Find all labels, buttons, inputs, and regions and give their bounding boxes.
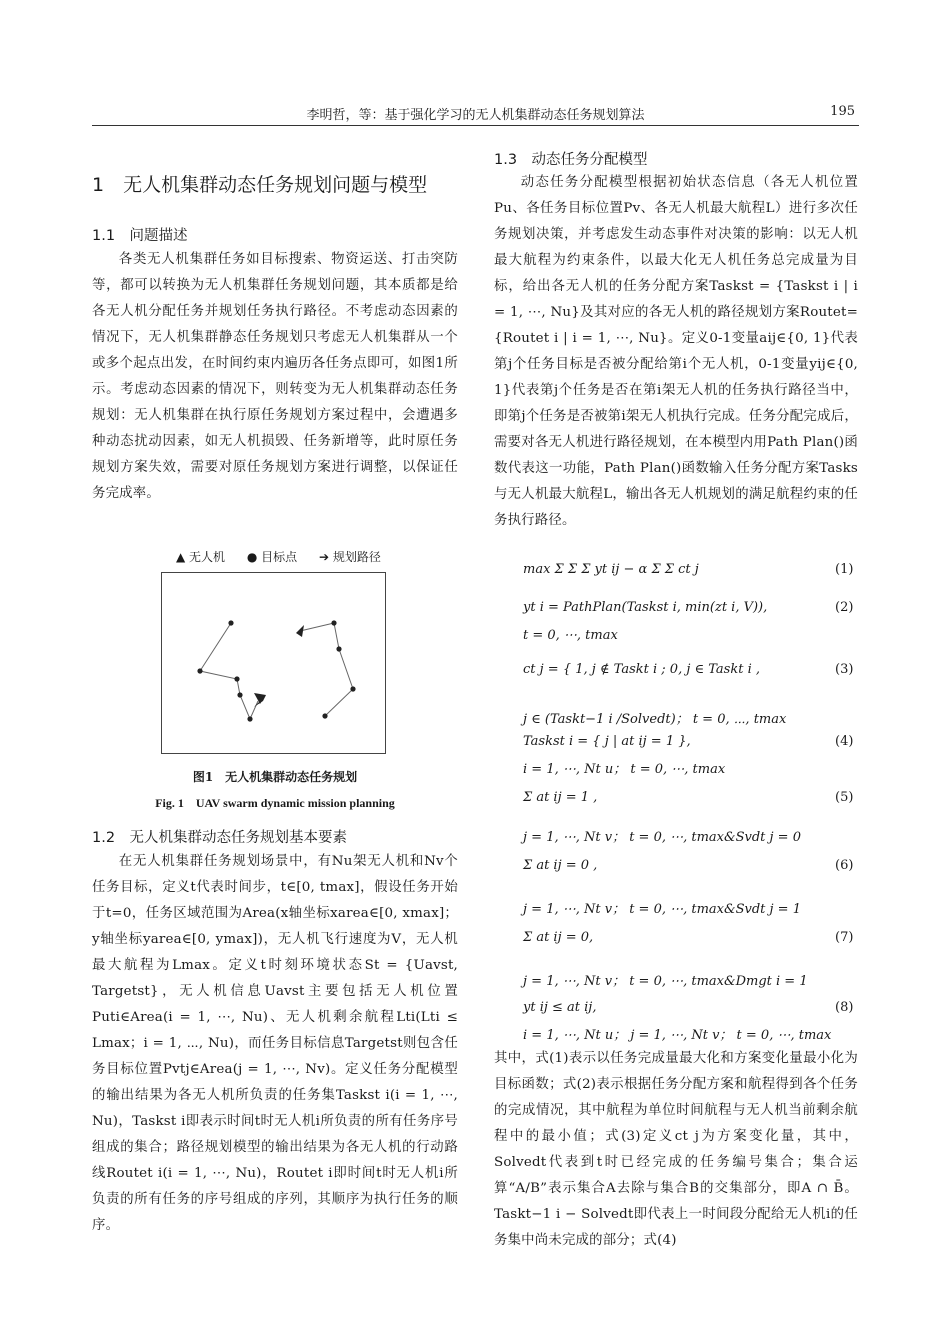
legend-uav: ▲ 无人机: [176, 550, 226, 564]
route-b: [300, 623, 353, 716]
section-1-1-body: 各类无人机集群任务如目标搜索、物资运送、打击突防等，都可以转换为无人机集群任务规划问题，其本质都是给各无人机分配任务并规划任务执行路径。不考虑动态因素的情况下，无人机集群静态任务规划只考虑无人机集群从一个或多个起点出发，在时间约束内遍历各任务点即可，如图1所示。考虑动态因素的情况下，则转变为无人机集群动态任务规划：无人机集群在执行原任务规划方案过程中，会遭遇多种动态扰动因素，如无人机损毁、任务新增等，此时原任务规划方案失效，需要对原任务规划方案进行调整，以保证任务完成率。: [92, 252, 458, 501]
equation-line: yt ij ≤ at ij,: [523, 1000, 597, 1015]
figure-caption-en: Fig. 1 UAV swarm dynamic mission planning: [155, 796, 395, 810]
target-point: [237, 692, 242, 697]
section-1-3-body: 动态任务分配模型根据初始状态信息（各无人机位置Pu、各任务目标位置Pv、各无人机最大航程L）进行多次任务规划决策，并考虑发生动态事件对决策的影响：以无人机最大航程为约束条件，以最大化无人机任务总完成量为目标，给出各无人机的任务分配方案Taskst = {Taskst i | i = 1, ⋯, Nu}及其对应的各无人机的路径规划方案Routet={Routet i | i = 1, ⋯, Nu}。定义0-1变量aij∈{0, 1}代表第j个任务目标是否被分配给第i个无人机，0-1变量yij∈{0, 1}代表第j个任务是否在第i架无人机的任务执行路径当中，即第j个任务是否被第i架无人机执行完成。任务分配完成后，需要对各无人机进行路径规划，在本模型内用Path Plan()函数代表这一功能，Path Plan()函数输入任务分配方案Tasks与无人机最大航程L，输出各无人机规划的满足航程约束的任务执行路径。: [494, 175, 858, 528]
figure-legend: [176, 548, 399, 565]
figure-caption-cn: 图1 无人机集群动态任务规划: [192, 770, 358, 784]
section-1-3-title: 1.3 动态任务分配模型: [494, 152, 648, 168]
target-point: [197, 668, 202, 673]
legend-path: ➔ 规划路径: [319, 550, 381, 564]
uav-markers: [254, 625, 304, 707]
equation-line: max Σ Σ Σ yt ij − α Σ Σ ct j: [523, 562, 699, 577]
equation-line: Σ at ij = 1 ,: [523, 790, 598, 805]
target-point: [228, 620, 233, 625]
section-1-2-title: 1.2 无人机集群动态任务规划基本要素: [92, 830, 348, 846]
equation-line: yt i = PathPlan(Taskst i, min(zt i, V)),: [523, 600, 768, 615]
equation-line: t = 0, ⋯, tmax: [523, 628, 618, 643]
figure-1: [161, 572, 386, 754]
equation-number: (6): [835, 858, 854, 873]
target-point: [234, 676, 239, 681]
route-a: [200, 623, 258, 719]
after-equations-text: 其中，式(1)表示以任务完成量最大化和方案变化量最小化为目标函数；式(2)表示根据任务分配方案和航程得到各个任务的完成情况，其中航程为单位时间航程与无人机当前剩余航程中的最小值；式(3)定义ct j为方案变化量，其中，Solvedt代表到t时已经完成的任务编号集合；集合运算“A/B”表示集合A去除与集合B的交集部分，即A ∩ B̄。Taskt−1 i − Solvedt即代表上一时间段分配给无人机i的任务集中尚未完成的部分；式(4): [494, 1051, 858, 1248]
equation-line: j = 1, ⋯, Nt v； t = 0, ⋯, tmax&Dmgt i = 1: [523, 974, 808, 989]
equation-line: j ∈ (Taskt−1 i /Solvedt)； t = 0, ⋯, tmax: [523, 712, 787, 727]
uav-icon: [296, 625, 304, 637]
equation-number: (3): [835, 662, 854, 677]
equation-line: j = 1, ⋯, Nt v； t = 0, ⋯, tmax&Svdt j = 0: [523, 830, 801, 845]
legend-target: ● 目标点: [246, 550, 298, 564]
page-number: 195: [830, 104, 855, 119]
equation-line: Σ at ij = 0 ,: [523, 858, 598, 873]
equation-number: (7): [835, 930, 854, 945]
target-point: [247, 716, 252, 721]
figure-1-plot: [162, 573, 385, 753]
equation-line: j = 1, ⋯, Nt v； t = 0, ⋯, tmax&Svdt j = 1: [523, 902, 801, 917]
target-point: [331, 620, 336, 625]
equation-number: (1): [835, 562, 854, 577]
target-points: [197, 620, 355, 721]
header-title: 李明哲，等：基于强化学习的无人机集群动态任务规划算法: [306, 108, 645, 123]
target-point: [336, 646, 341, 651]
equation-line: Taskst i = { j | at ij = 1 },: [523, 734, 691, 749]
equation-number: (4): [835, 734, 854, 749]
target-point: [322, 713, 327, 718]
equation-line: Σ at ij = 0,: [523, 930, 594, 945]
header-rule: [92, 125, 859, 126]
section-1-1-title: 1.1 问题描述: [92, 228, 188, 244]
section-1-2-body: 在无人机集群任务规划场景中，有Nu架无人机和Nv个任务目标，定义t代表时间步，t∈[0, tmax]，假设任务开始于t=0，任务区域范围为Area(x轴坐标xarea∈[0, xmax]；y轴坐标yarea∈[0, ymax])，无人机飞行速度为V，无人机最大航程为Lmax。定义t时刻环境状态St = {Uavst, Targetst}，无人机信息Uavst主要包括无人机位置Puti∈Area(i = 1, ⋯, Nu)、无人机剩余航程Lti(Lti ≤ Lmax；i = 1, ⋯, Nu)，而任务目标信息Targetst则包含任务目标位置Pvtj∈Area(j = 1, ⋯, Nv)。定义任务分配模型的输出结果为各无人机所负责的任务集Taskst i(i = 1, ⋯, Nu)，Taskst i即表示时间t时无人机i所负责的所有任务序号组成的集合；路径规划模型的输出结果为各无人机的行动路线Routet i(i = 1, ⋯, Nu)，Routet i即时间t时无人机i所负责的所有任务的序号组成的序列，其顺序为执行任务的顺序。: [92, 854, 458, 1233]
equation-line: i = 1, ⋯, Nt u； t = 0, ⋯, tmax: [523, 762, 726, 777]
section-1-title: 1 无人机集群动态任务规划问题与模型: [92, 174, 428, 196]
equation-line: i = 1, ⋯, Nt u； j = 1, ⋯, Nt v； t = 0, ⋯, tmax: [523, 1028, 832, 1043]
target-point: [350, 686, 355, 691]
equation-number: (8): [835, 1000, 854, 1015]
equation-number: (2): [835, 600, 854, 615]
equation-line: ct j = { 1, j ∉ Taskt i ; 0, j ∈ Taskt i ,: [523, 662, 760, 677]
running-header: [92, 104, 859, 126]
equation-number: (5): [835, 790, 854, 805]
